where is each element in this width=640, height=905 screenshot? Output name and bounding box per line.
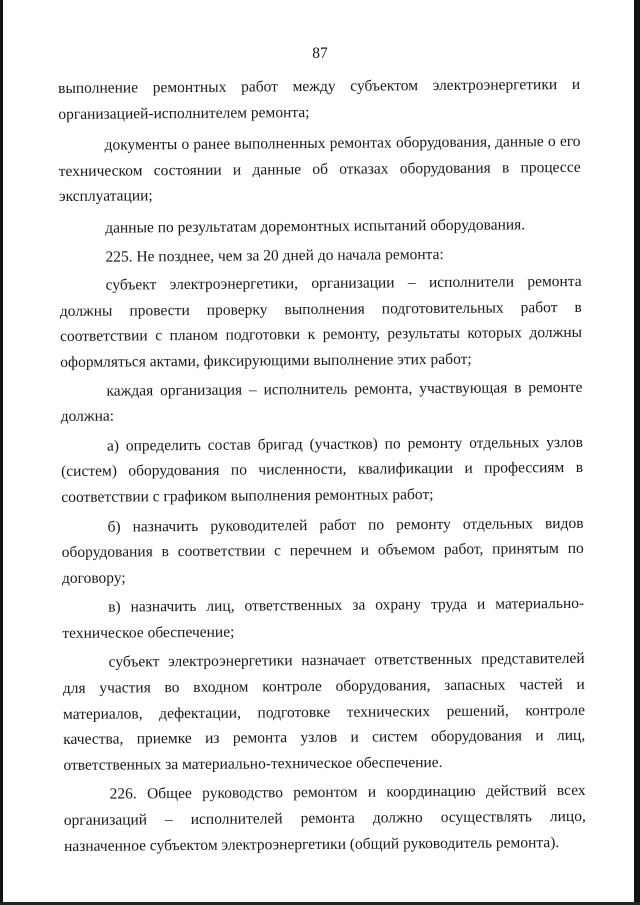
- paragraph-1: выполнение ремонтных работ между субъектом электроэнергетики и организацией-исполнителем ремонта;: [58, 75, 581, 123]
- page-number: 87: [312, 45, 328, 62]
- paragraph-9: в) назначить лиц, ответственных за охрану труда и материально-техническое обеспечение;: [62, 595, 585, 642]
- paragraph-2: документы о ранее выполненных ремонтах оборудования, данные о его техническом состоянии и данные об отказах оборудования в процессе эксплуатации;: [58, 133, 581, 206]
- scan-edge-right: [634, 0, 640, 905]
- paragraph-6: каждая организация – исполнитель ремонта, участвующая в ремонте должна:: [60, 378, 583, 426]
- paragraph-7: а) определить состав бригад (участков) по ремонту отдельных узлов (систем) оборудования по численности, квалификации и профессиям в соответствии с графиком выполнения ремонтных работ;: [61, 433, 584, 506]
- body-text: [58, 72, 586, 859]
- paragraph-8: б) назначить руководителей работ по ремонту отдельных видов оборудования в соответствии с перечнем и объемом работ, принятым по договору;: [61, 514, 584, 587]
- paragraph-3: данные по результатам доремонтных испытаний оборудования.: [105, 216, 526, 237]
- paragraph-11: 226. Общее руководство ремонтом и координацию действий всех организаций – исполнителей ремонта должно осуществлять лицо, назначенное субъектом электроэнергетики (общий руководитель ремонта).: [63, 782, 586, 855]
- paragraph-10: субъект электроэнергетики назначает ответственных представителей для участия во входном контроле оборудования, запасных частей и материалов, дефектации, подготовке технических решений, контроле качества, приемке из ремонта узлов и систем оборудования и лиц, ответственных за материально-техническое обеспечение.: [62, 650, 586, 774]
- paragraph-5: субъект электроэнергетики, организации – исполнители ремонта должны провести проверку выполнения подготовительных работ в соответствии с планом подготовки к ремонту, результаты которых должны оформляться актами, фиксирующими выполнение этих работ;: [59, 273, 583, 371]
- paragraph-4: 225. Не позднее, чем за 20 дней до начала ремонта:: [105, 245, 444, 266]
- scan-edge-left: [0, 0, 3, 905]
